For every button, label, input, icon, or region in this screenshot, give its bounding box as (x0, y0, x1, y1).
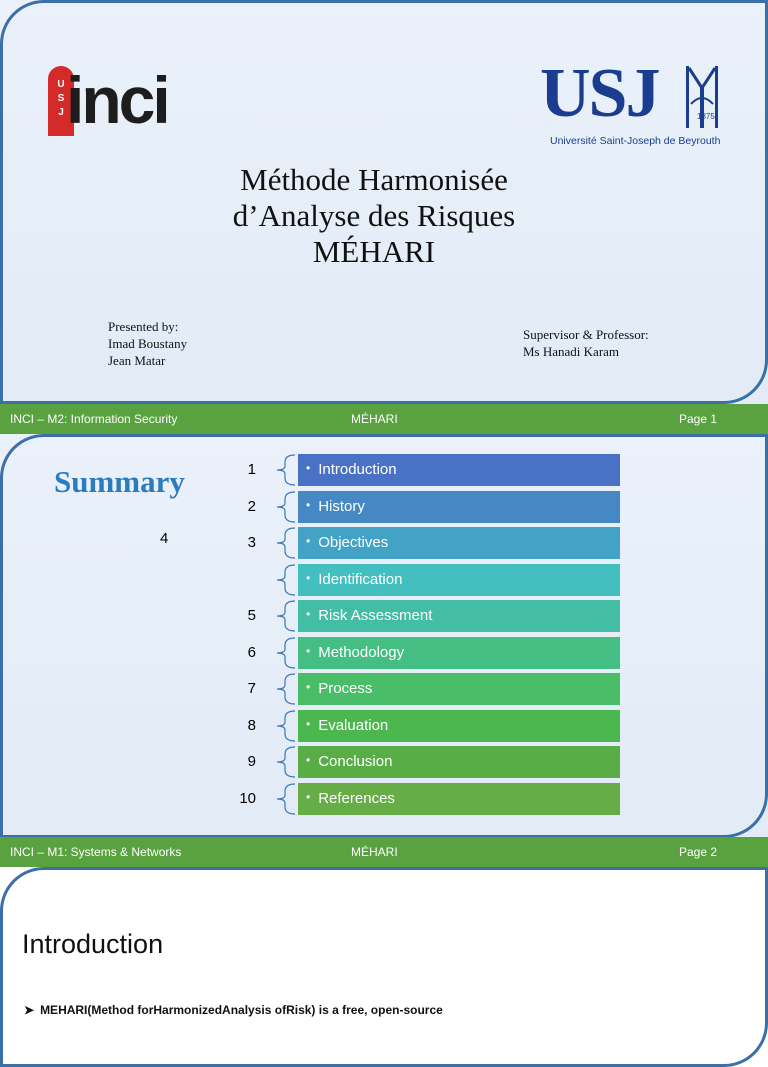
inci-logo (48, 63, 208, 138)
footer-topic: MÉHARI (351, 412, 398, 426)
summary-item-number: 2 (247, 498, 256, 515)
presented-by-label: Presented by: (108, 319, 179, 334)
summary-item (298, 637, 620, 669)
summary-item-number: 8 (247, 717, 256, 734)
summary-item (298, 600, 620, 632)
summary-item-number: 1 (247, 461, 256, 478)
summary-item-label: Conclusion (318, 753, 393, 770)
usj-logo-year: 1875 (697, 112, 715, 121)
title-line-2: d’Analyse des Risques (232, 198, 516, 233)
presenter-name: Imad Boustany (108, 336, 188, 351)
presenter-name: Jean Matar (108, 353, 166, 368)
footer-topic: MÉHARI (351, 845, 398, 859)
supervisor-name: Ms Hanadi Karam (523, 344, 620, 359)
summary-item (298, 454, 620, 486)
bullet-icon: • (306, 644, 311, 658)
summary-item (298, 710, 620, 742)
summary-item-label: Identification (318, 571, 403, 588)
footer-course: INCI – M1: Systems & Networks (10, 845, 182, 859)
bullet-icon: • (306, 461, 311, 475)
slide-footer (0, 404, 768, 434)
slide-footer (0, 837, 768, 867)
brace-icon (267, 782, 297, 816)
summary-item-number: 3 (247, 534, 256, 551)
presenters-block (108, 318, 187, 369)
summary-item-label: Risk Assessment (318, 607, 433, 624)
summary-item-number: 6 (247, 644, 256, 661)
supervisor-block (523, 326, 649, 360)
summary-item-label: Methodology (318, 644, 405, 661)
usj-logo-letters: USJ (540, 55, 659, 132)
footer-page-number: Page 1 (679, 412, 718, 426)
inci-logo-vertical-text: USJ (57, 79, 65, 118)
summary-item-number: 9 (247, 753, 256, 770)
brace-icon (267, 453, 297, 487)
summary-item-number: 7 (247, 680, 256, 697)
usj-logo-caption: Université Saint-Joseph de Beyrouth (550, 135, 721, 147)
bullet-icon: • (306, 571, 311, 585)
brace-icon (267, 563, 297, 597)
footer-course: INCI – M2: Information Security (10, 412, 178, 426)
summary-item-number: 5 (247, 607, 256, 624)
introduction-bullet (24, 1003, 443, 1017)
bullet-icon: • (306, 607, 311, 621)
inci-logo-text: inci (66, 63, 168, 137)
summary-item (298, 746, 620, 778)
bullet-icon: • (306, 534, 311, 548)
brace-icon (267, 636, 297, 670)
brace-icon (267, 745, 297, 779)
brace-icon (267, 709, 297, 743)
brace-icon (267, 526, 297, 560)
summary-title: Summary (54, 464, 185, 499)
brace-icon (267, 599, 297, 633)
summary-item-label: References (318, 790, 395, 807)
summary-item-label: Evaluation (318, 717, 389, 734)
introduction-title: Introduction (22, 929, 164, 959)
summary-slide (0, 434, 768, 838)
bullet-icon: • (306, 717, 311, 731)
introduction-slide (0, 867, 768, 1067)
introduction-bullet-text: MEHARI(Method forHarmonizedAnalysis ofRisk) is a free, open-source (40, 1003, 443, 1017)
title-slide (0, 0, 768, 404)
title-line-1: Méthode Harmonisée (240, 162, 508, 197)
usj-logo (540, 55, 730, 152)
summary-item-label: Process (318, 680, 373, 697)
presentation-title (0, 162, 748, 270)
bullet-icon: • (306, 790, 311, 804)
arrow-bullet-icon: ➤ (24, 1003, 35, 1017)
summary-item (298, 673, 620, 705)
stray-number: 4 (160, 530, 169, 547)
bullet-icon: • (306, 753, 311, 767)
title-line-3: MÉHARI (312, 234, 436, 269)
summary-item (298, 564, 620, 596)
supervisor-label: Supervisor & Professor: (523, 327, 649, 342)
summary-item-label: Objectives (318, 534, 389, 551)
summary-item (298, 491, 620, 523)
slide-frame (0, 867, 768, 1067)
footer-page-number: Page 2 (679, 845, 718, 859)
brace-icon (267, 490, 297, 524)
summary-item-label: History (318, 498, 365, 515)
bullet-icon: • (306, 680, 311, 694)
brace-icon (267, 672, 297, 706)
summary-item (298, 783, 620, 815)
bullet-icon: • (306, 498, 311, 512)
summary-item (298, 527, 620, 559)
summary-item-label: Introduction (318, 461, 397, 478)
summary-item-number: 10 (239, 790, 256, 807)
